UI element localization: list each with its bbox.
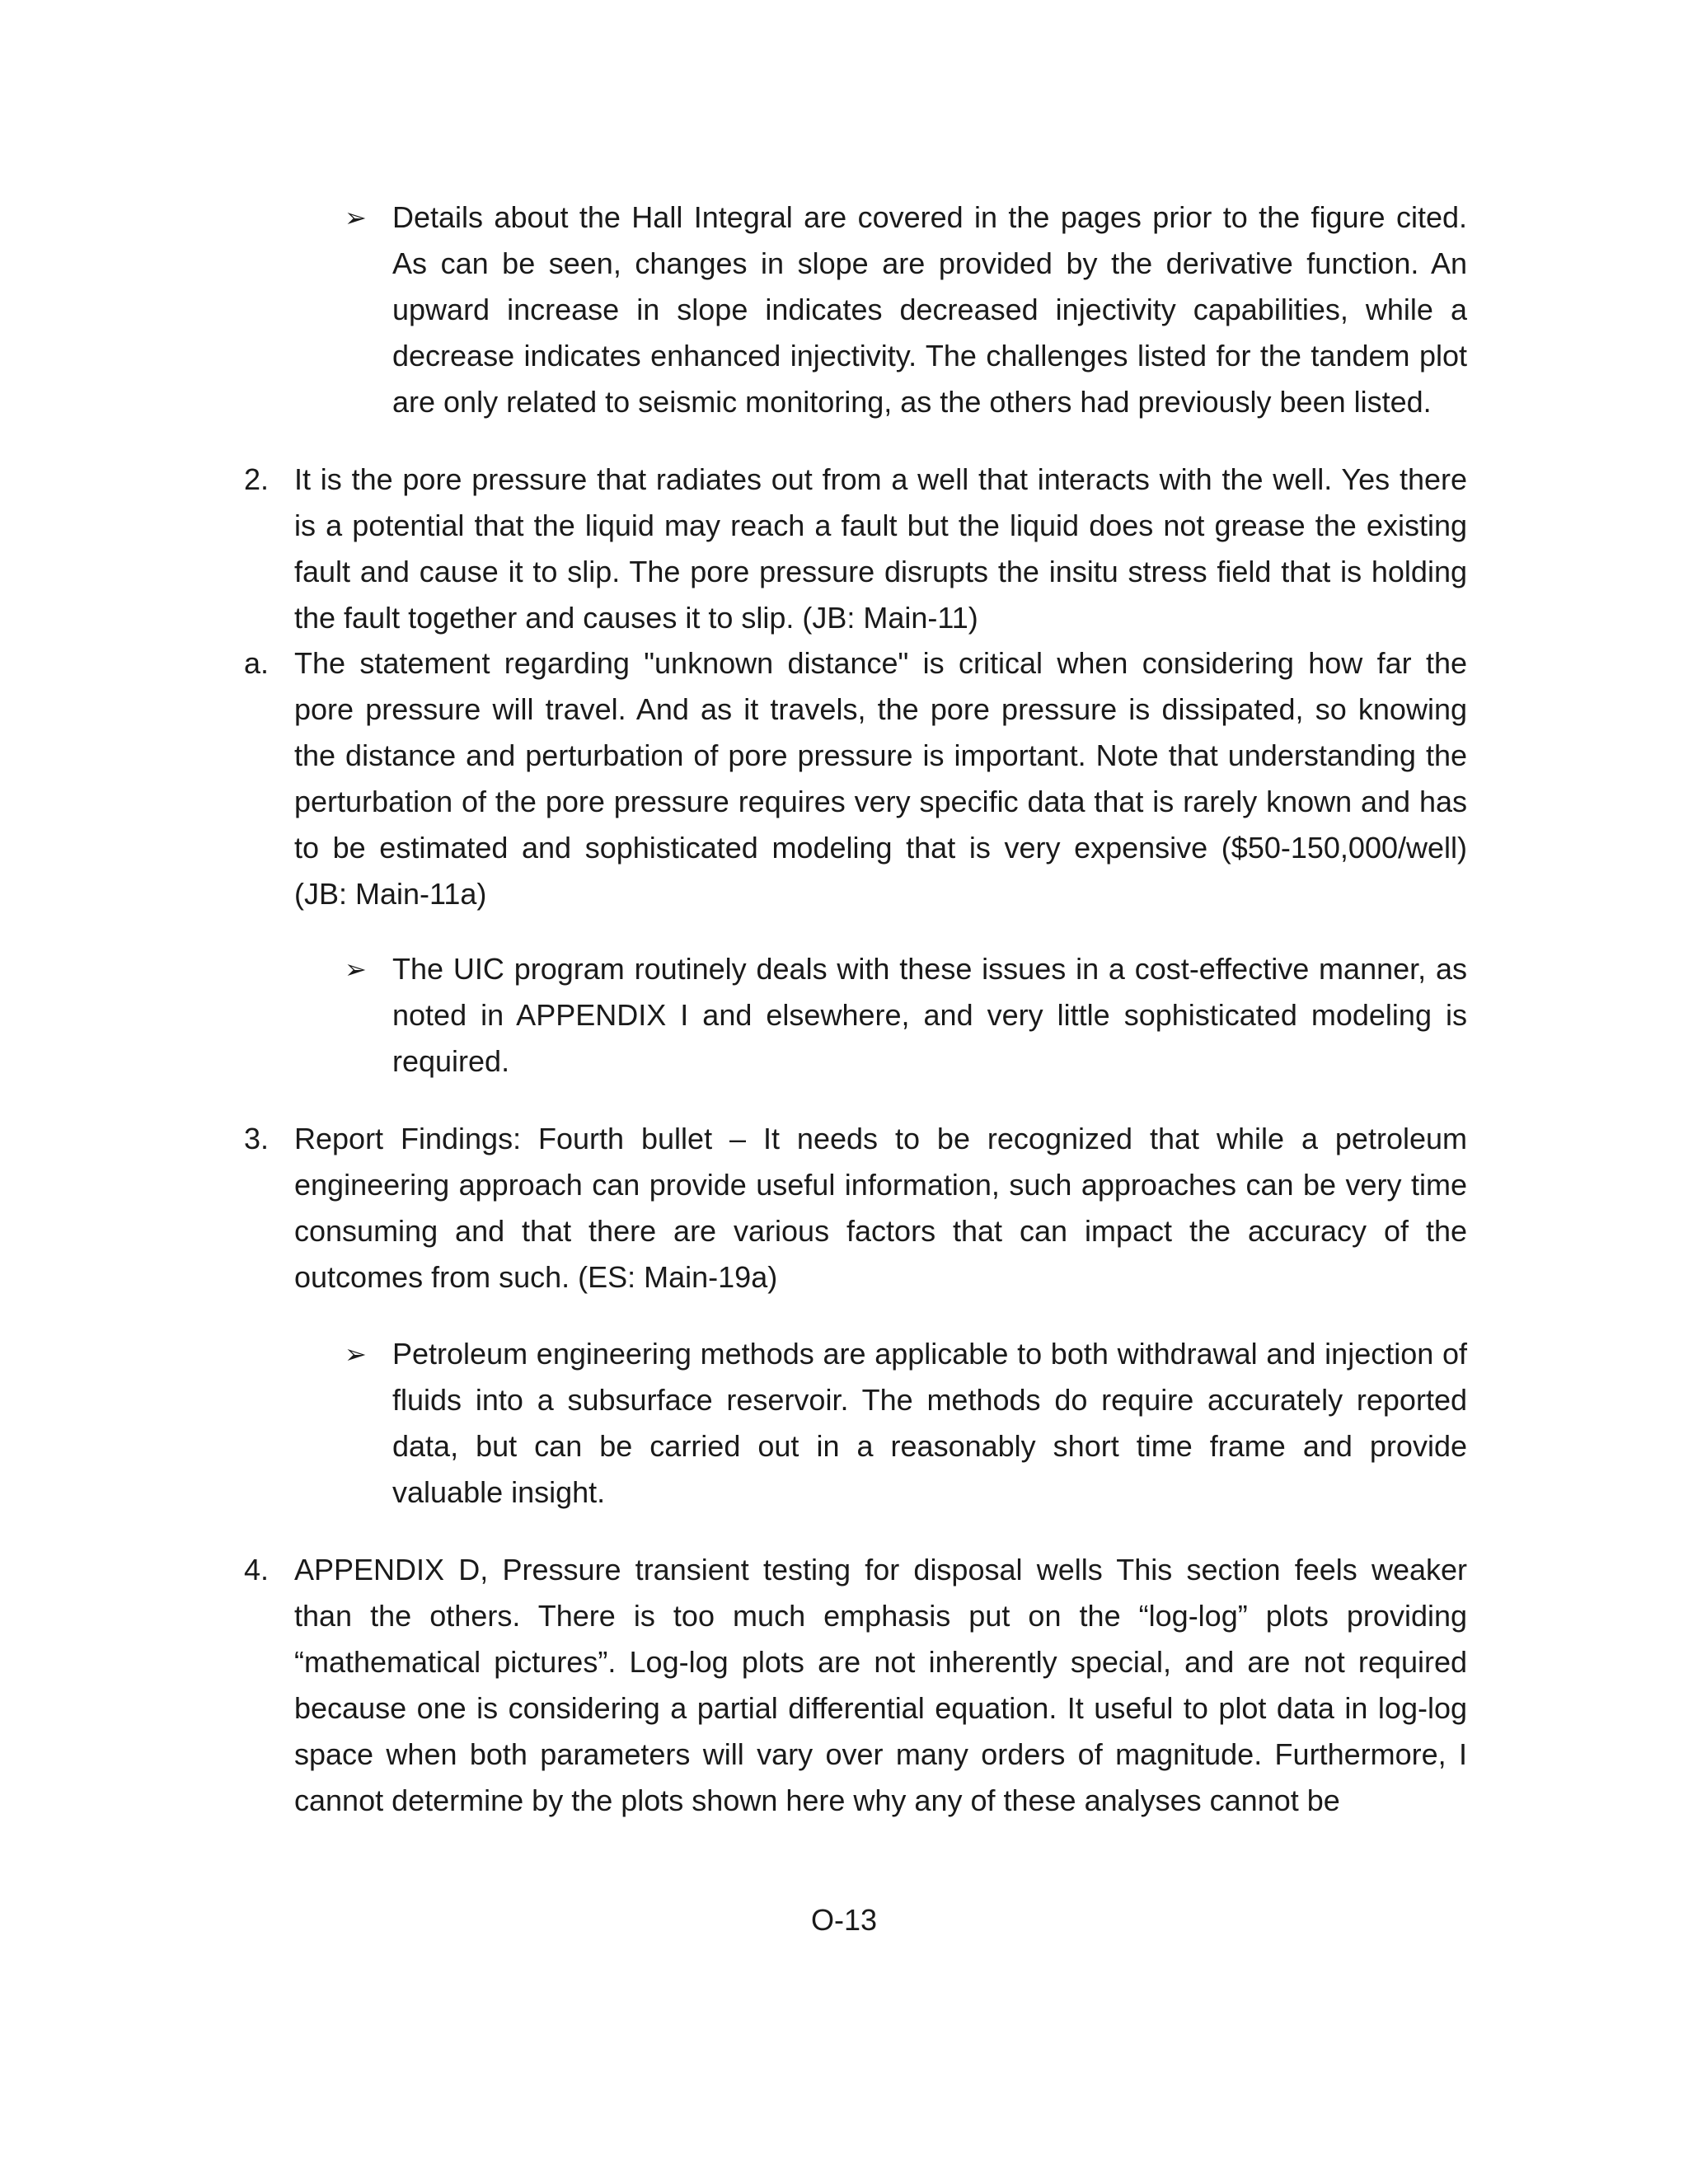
bullet-paragraph-hall-integral [392,194,1467,425]
bullet-arrow-icon: ➢ [345,1339,367,1369]
paragraph-text: APPENDIX D, Pressure transient testing for disposal wells This section feels weaker than the others. There is too much emphasis put on the “log-log” plots providing “mathematical pictures”. Log-log plots are not inherently special, and are not required because one is considering a partial differential equation. It useful to plot data in log-log space when both parameters will vary over many orders of magnitude. Furthermore, I cannot determine by the plots shown here why any of these analyses cannot be [294,1553,1467,1817]
list-item-unknown-distance [294,640,1467,917]
bullet-arrow-icon: ➢ [345,954,367,984]
bullet-paragraph-uic-program [392,946,1467,1085]
paragraph-text: Petroleum engineering methods are applicable to both withdrawal and injection of fluids into a subsurface reservoir. The methods do require accurately reported data, but can be carried out in a reasonably short time frame and provide valuable insight. [392,1337,1467,1509]
list-number-2: 2. [244,462,270,496]
bullet-arrow-icon: ➢ [345,203,367,232]
bullet-paragraph-petroleum-methods [392,1331,1467,1516]
list-item-appendix-d [294,1547,1467,1824]
list-number-3: 3. [244,1122,270,1155]
list-item-pore-pressure [294,457,1467,641]
paragraph-text: The statement regarding "unknown distance" is critical when considering how far the pore pressure will travel. And as it travels, the pore pressure is dissipated, so knowing the distance and perturbation of pore pressure is important. Note that understanding the perturbation of the pore pressure requires very specific data that is rarely known and has to be estimated and sophisticated modeling that is very expensive ($50-150,000/well) (JB: Main-11a) [294,646,1467,911]
paragraph-text: Report Findings: Fourth bullet – It needs to be recognized that while a petroleum engineering approach can provide useful information, such approaches can be very time consuming and that there are various factors that can impact the accuracy of the outcomes from such. (ES: Main-19a) [294,1122,1467,1294]
paragraph-text: It is the pore pressure that radiates out from a well that interacts with the well. Yes there is a potential that the liquid may reach a fault but the liquid does not grease the existing fault and cause it to slip. The pore pressure disrupts the insitu stress field that is holding the fault together and causes it to slip. (JB: Main-11) [294,462,1467,635]
list-number-4: 4. [244,1553,270,1586]
list-letter-a: a. [244,646,270,680]
page-number: O-13 [810,1903,878,1937]
paragraph-text: The UIC program routinely deals with these issues in a cost-effective manner, as noted in APPENDIX I and elsewhere, and very little sophisticated modeling is required. [392,952,1467,1078]
list-item-report-findings [294,1116,1467,1301]
paragraph-text: Details about the Hall Integral are covered in the pages prior to the figure cited. As can be seen, changes in slope are provided by the derivative function. An upward increase in slope indicates decreased injectivity capabilities, while a decrease indicates enhanced injectivity. The challenges listed for the tandem plot are only related to seismic monitoring, as the others had previously been listed. [392,200,1467,419]
